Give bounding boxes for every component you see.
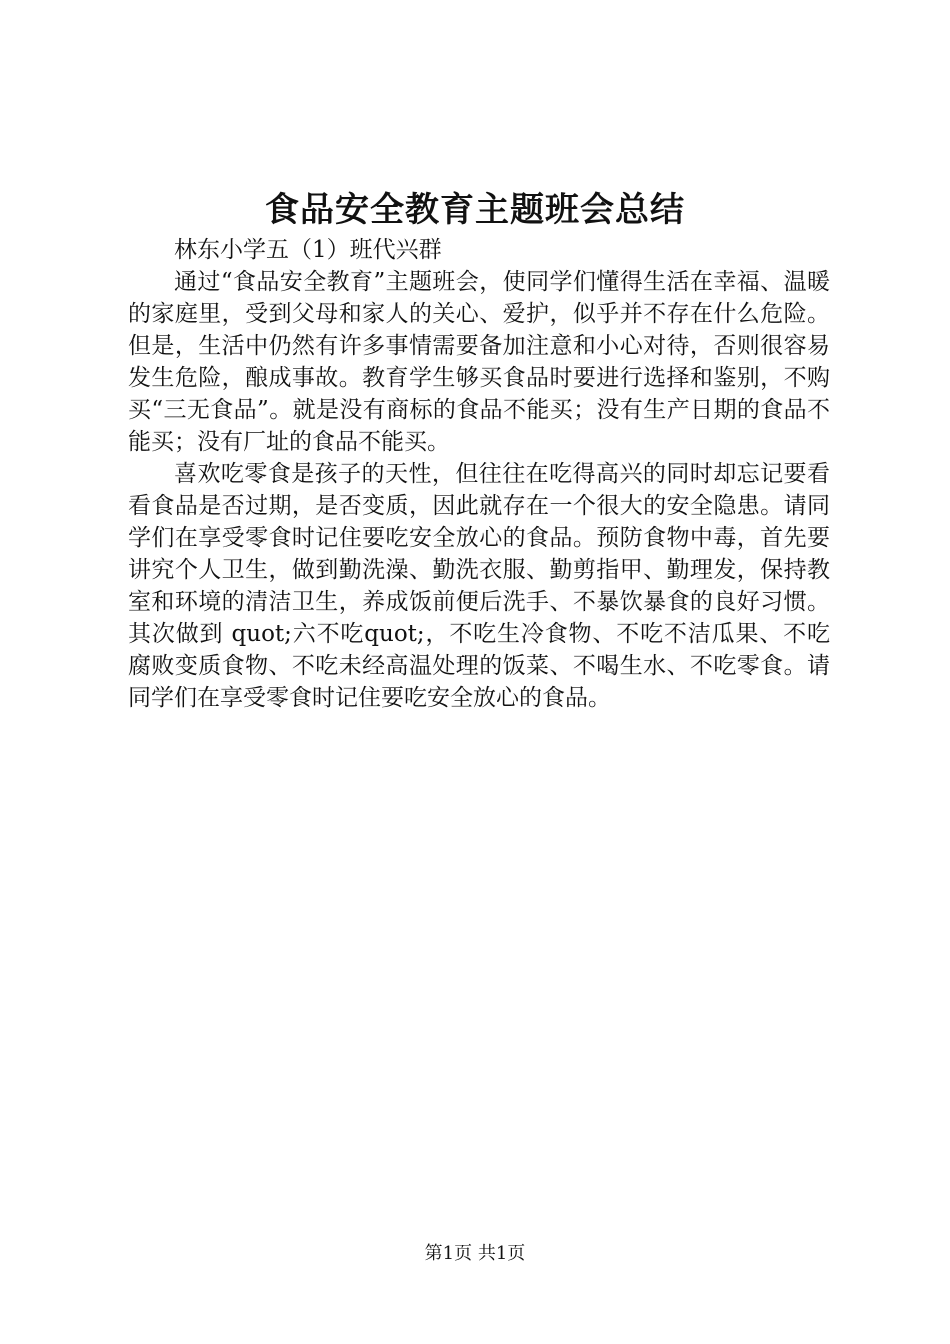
paragraph-2: 喜欢吃零食是孩子的天性，但往往在吃得高兴的同时却忘记要看看食品是否过期，是否变质，因此就存在一个很大的安全隐患。请同学们在享受零食时记住要吃安全放心的食品。预防食物中毒，首先要讲究个人卫生，做到勤洗澡、勤洗衣服、勤剪指甲、勤理发，保持教室和环境的清洁卫生，养成饭前便后洗手、不暴饮暴食的良好习惯。其次做到 quot;六不吃quot;，不吃生冷食物、不吃不洁瓜果、不吃腐败变质食物、不吃未经高温处理的饭菜、不喝生水、不吃零食。请同学们在享受零食时记住要吃安全放心的食品。 (128, 461, 830, 711)
author-line: 林东小学五（1）班代兴群 (174, 237, 442, 263)
page-footer: 第1页 共1页 (424, 1243, 526, 1264)
document-title: 食品安全教育主题班会总结 (265, 190, 685, 230)
paragraph-1: 通过“食品安全教育”主题班会，使同学们懂得生活在幸福、温暖的家庭里，受到父母和家人的关心、爱护，似乎并不存在什么危险。但是，生活中仍然有许多事情需要备加注意和小心对待，否则很容易发生危险，酿成事故。教育学生够买食品时要进行选择和鉴别，不购买“三无食品”。就是没有商标的食品不能买；没有生产日期的食品不能买；没有厂址的食品不能买。 (128, 269, 830, 455)
document-body (128, 234, 830, 714)
